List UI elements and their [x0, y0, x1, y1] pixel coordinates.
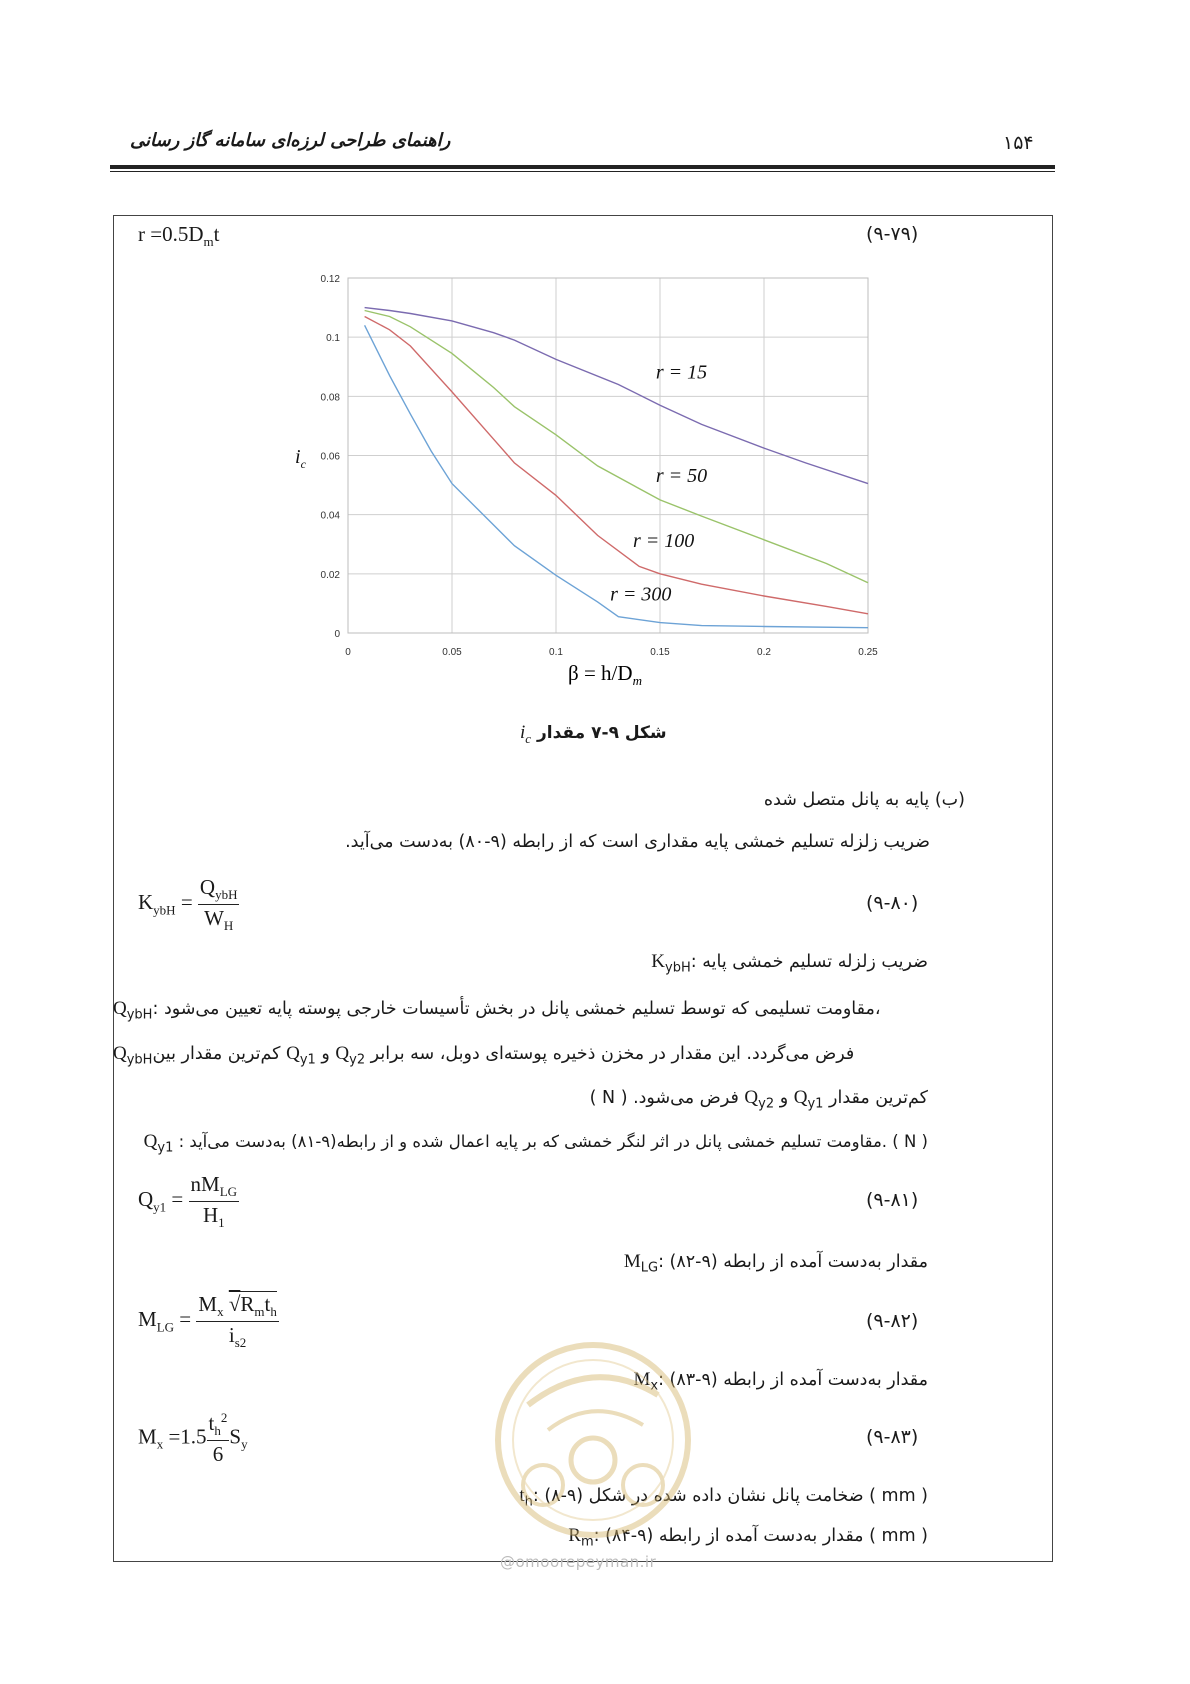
ic-chart	[295, 268, 895, 698]
definition-qybh-line2: $Q_{ybH}کم‌ترین$ مقدار بین $Q_{y1}$ و $Q_{y2}$ فرض می‌گردد. این مقدار در مخزن ذخیره پوسته‌ای دوبل، سه برابر	[113, 1043, 855, 1068]
watermark-logo	[493, 1335, 693, 1545]
x-axis-label: $\beta = h/D_m$	[568, 661, 642, 688]
curve-label: r = 100	[632, 530, 695, 553]
equation-number-83: (۹-۸۳)	[866, 1426, 919, 1448]
running-head-title: راهنمای طراحی لرزه‌ای سامانه گاز رسانی	[130, 130, 451, 151]
equation-80: $K_{ybH}$ = $\frac{Q_{ybH}}{W_H}$	[138, 875, 238, 933]
series-line-1	[365, 311, 868, 583]
definition-qy1: $Q_{y1}$ : مقاومت تسلیم خمشی پانل در اثر لنگر خمشی که بر پایه اعمال شده و از رابطه(۹-۸۱) به‌دست می‌آید. ( N )	[143, 1131, 928, 1156]
section-b-heading: (ب) پایه به پانل متصل شده	[763, 790, 965, 810]
header-rule-thin	[110, 171, 1055, 172]
x-tick-labels	[345, 647, 878, 658]
definition-qybh-line3: کم‌ترین مقدار $Q_{y1}$ و $Q_{y2}$ فرض می‌شود. ( N )	[589, 1087, 928, 1112]
definition-mlg: $M_{LG}$: مقدار به‌دست آمده از رابطه (۹-۸۲)	[623, 1251, 928, 1276]
y-tick-label: 0.06	[320, 451, 340, 463]
series-line-0	[365, 308, 868, 484]
equation-81: $Q_{y1}$ = $\frac{nM_{LG}}{H_1}$	[138, 1172, 238, 1230]
equation-79: $r =0.5D_mt$	[138, 222, 220, 250]
curve-label: r = 50	[655, 465, 708, 488]
y-tick-label: 0.12	[320, 274, 340, 285]
equation-number-81: (۹-۸۱)	[866, 1189, 919, 1211]
equation-83: $M_x =1.5$ $\frac{t_h^2}{6}$ $S_y$	[138, 1410, 248, 1466]
definition-qybh-line1: $Q_{ybH}$: مقاومت تسلیمی که توسط تسلیم خمشی پانل در بخش تأسیسات خارجی پوسته پایه تعیین می‌شود،	[113, 998, 881, 1023]
watermark-url: @omoorepeyman.ir	[500, 1553, 657, 1571]
y-tick-label: 0.04	[320, 510, 340, 522]
equation-82: $M_{LG}$ = $\frac{M_x √R_mt_h}{i_{s2}}$	[138, 1292, 277, 1350]
x-tick-label: 0.05	[442, 647, 462, 658]
equation-number-82: (۹-۸۲)	[866, 1310, 919, 1332]
x-tick-label: 0.25	[858, 647, 878, 658]
x-tick-label: 0.2	[757, 647, 771, 658]
definition-kybh: $K_{ybH}$: ضریب زلزله تسلیم خمشی پایه	[651, 951, 928, 976]
paragraph-intro: ضریب زلزله تسلیم خمشی پایه مقداری است که از رابطه (۹-۸۰) به‌دست می‌آید.	[345, 832, 930, 852]
equation-number-80: (۹-۸۰)	[866, 892, 919, 914]
chart-grid	[348, 278, 868, 633]
y-tick-labels	[321, 274, 341, 640]
x-tick-label: 0.1	[549, 647, 563, 658]
y-tick-label: 0	[334, 629, 340, 640]
definition-mx: $M_x$: مقدار به‌دست آمده از رابطه (۹-۸۳)	[633, 1369, 928, 1394]
figure-caption: شکل ۹-۷ مقدار $i_c$	[520, 722, 667, 746]
curve-label: r = 300	[610, 583, 672, 606]
equation-number-79: (۹-۷۹)	[866, 223, 919, 245]
y-tick-label: 0.02	[320, 569, 340, 581]
curve-label: r = 15	[655, 361, 708, 384]
header-rule-thick	[110, 165, 1055, 169]
y-tick-label: 0.08	[320, 392, 340, 404]
chart-series	[365, 308, 868, 628]
curve-labels	[610, 362, 707, 606]
page-number: ۱۵۴	[1003, 132, 1034, 154]
x-tick-label: 0.15	[650, 647, 670, 658]
definition-th: $t_h$: ضخامت پانل نشان داده شده در شکل (۹-۸) ( mm )	[519, 1485, 928, 1510]
y-axis-label: $i_c$	[295, 446, 306, 471]
x-tick-label: 0	[345, 647, 351, 658]
y-tick-label: 0.1	[326, 333, 340, 345]
definition-rm: $R_m$: مقدار به‌دست آمده از رابطه (۹-۸۴) ( mm )	[568, 1525, 928, 1550]
